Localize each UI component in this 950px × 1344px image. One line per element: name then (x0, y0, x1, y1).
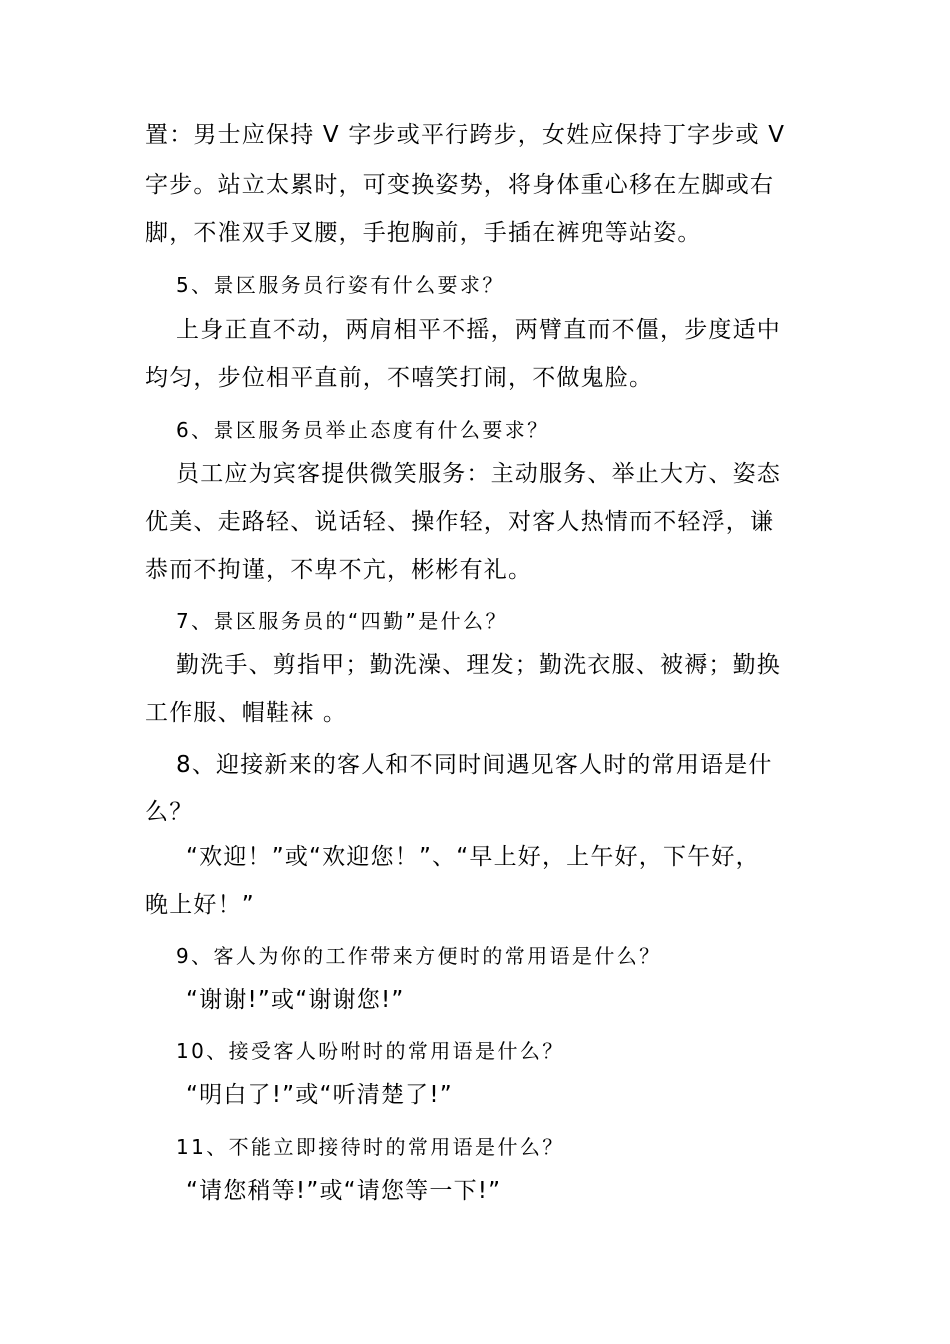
question-8-line-1: 8、迎接新来的客人和不同时间遇见客人时的常用语是什 (176, 752, 773, 778)
answer-6-line-2: 优美、走路轻、说话轻、操作轻，对客人热情而不轻浮，谦 (145, 509, 775, 535)
answer-10: “明白了!”或“听清楚了!” (186, 1082, 453, 1108)
answer-8-line-1: “欢迎！”或“欢迎您！”、“早上好，上午好，下午好， (186, 844, 760, 870)
question-10: 10、接受客人吩咐时的常用语是什么？ (176, 1039, 565, 1063)
question-7: 7、景区服务员的“四勤”是什么？ (176, 609, 508, 633)
intro-line-2: 字步。站立太累时，可变换姿势，将身体重心移在左脚或右 (145, 172, 775, 198)
answer-6-line-1: 员工应为宾客提供微笑服务：主动服务、举止大方、姿态 (176, 461, 781, 487)
answer-6-line-3: 恭而不拘谨，不卑不亢，彬彬有礼。 (145, 557, 533, 583)
question-9: 9、客人为你的工作带来方便时的常用语是什么？ (176, 944, 662, 968)
question-6: 6、景区服务员举止态度有什么要求？ (176, 418, 550, 442)
answer-5-line-1: 上身正直不动，两肩相平不摇，两臂直而不僵，步度适中 (176, 317, 781, 343)
question-8-line-2: 么？ (145, 799, 194, 825)
answer-11: “请您稍等!”或“请您等一下!” (186, 1178, 502, 1204)
intro-line-1: 置：男士应保持 V 字步或平行跨步，女姓应保持丁字步或 V (145, 122, 786, 148)
answer-9: “谢谢!”或“谢谢您!” (186, 987, 405, 1013)
intro-line-3: 脚，不准双手叉腰，手抱胸前，手插在裤兜等站姿。 (145, 220, 702, 246)
answer-8-line-2: 晚上好！” (145, 892, 255, 918)
question-11: 11、不能立即接待时的常用语是什么？ (176, 1135, 565, 1159)
answer-5-line-2: 均匀，步位相平直前，不嘻笑打闹，不做鬼脸。 (145, 365, 654, 391)
answer-7-line-2: 工作服、帽鞋袜 。 (145, 700, 348, 726)
answer-7-line-1: 勤洗手、剪指甲；勤洗澡、理发；勤洗衣服、被褥；勤换 (176, 652, 781, 678)
question-5: 5、景区服务员行姿有什么要求？ (176, 273, 505, 297)
